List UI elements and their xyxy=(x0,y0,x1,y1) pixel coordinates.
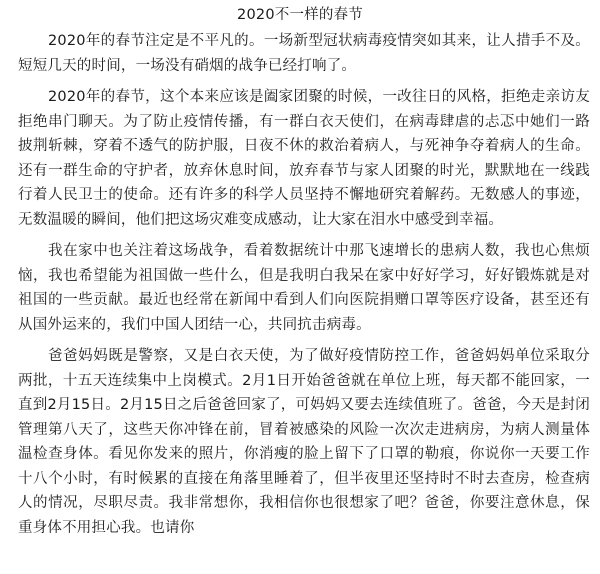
paragraph-1: 2020年的春节注定是不平凡的。一场新型冠状病毒疫情突如其来，让人措手不及。短短几天的时间，一场没有硝烟的战争已经打响了。 xyxy=(18,33,590,74)
paragraph-2: 2020年的春节，这个本来应该是阖家团聚的时候，一改往日的风格，拒绝走亲访友拒绝串门聊天。为了防止疫情传播，有一群白衣天使们，在病毒肆虐的忐忑中她们一路披荆斩棘，穿着不透气的防护服，日夜不休的救治着病人，与死神争夺着病人的生命。还有一群生命的守护者，放弃休息时间，放弃春节与家人团聚的时光，默默地在一线践行着人民卫士的使命。还有许多的科学人员坚持不懈地研究着解药。无数感人的事迹，无数温暖的瞬间，他们把这场灾难变成感动，让大家在泪水中感受到幸福。 xyxy=(18,89,590,228)
document-body xyxy=(18,29,590,547)
document-title: 2020不一样的春节 xyxy=(237,7,363,23)
paragraph-3: 我在家中也关注着这场战争，看着数据统计中那飞速增长的患病人数，我也心焦烦恼，我也希望能为祖国做一些什么，但是我明白我呆在家中好好学习，好好锻炼就是对祖国的一些贡献。最近也经常在新闻中看到人们向医院捐赠口罩等医疗设备，甚至还有从国外运来的，我们中国人团结一心，共同抗击病毒。 xyxy=(18,243,590,333)
paragraph-4: 爸爸妈妈既是警察，又是白衣天使，为了做好疫情防控工作，爸爸妈妈单位采取分两批，十五天连续集中上岗模式。2月1日开始爸爸就在单位上班，每天都不能回家，一直到2月15日。2月15日之后爸爸回家了，可妈妈又要去连续值班了。爸爸，今天是封闭管理第八天了，这些天你冲锋在前，冒着被感染的风险一次次走进病房，为病人测量体温检查身体。看见你发来的照片，你消瘦的脸上留下了口罩的勒痕，你说你一天要工作十八个小时，有时候累的直接在角落里睡着了，但半夜里还坚持时不时去查房，检查病人的情况，尽职尽责。我非常想你，我相信你也很想家了吧？爸爸，你要注意休息，保重身体不用担心我。也请你 xyxy=(18,348,590,536)
